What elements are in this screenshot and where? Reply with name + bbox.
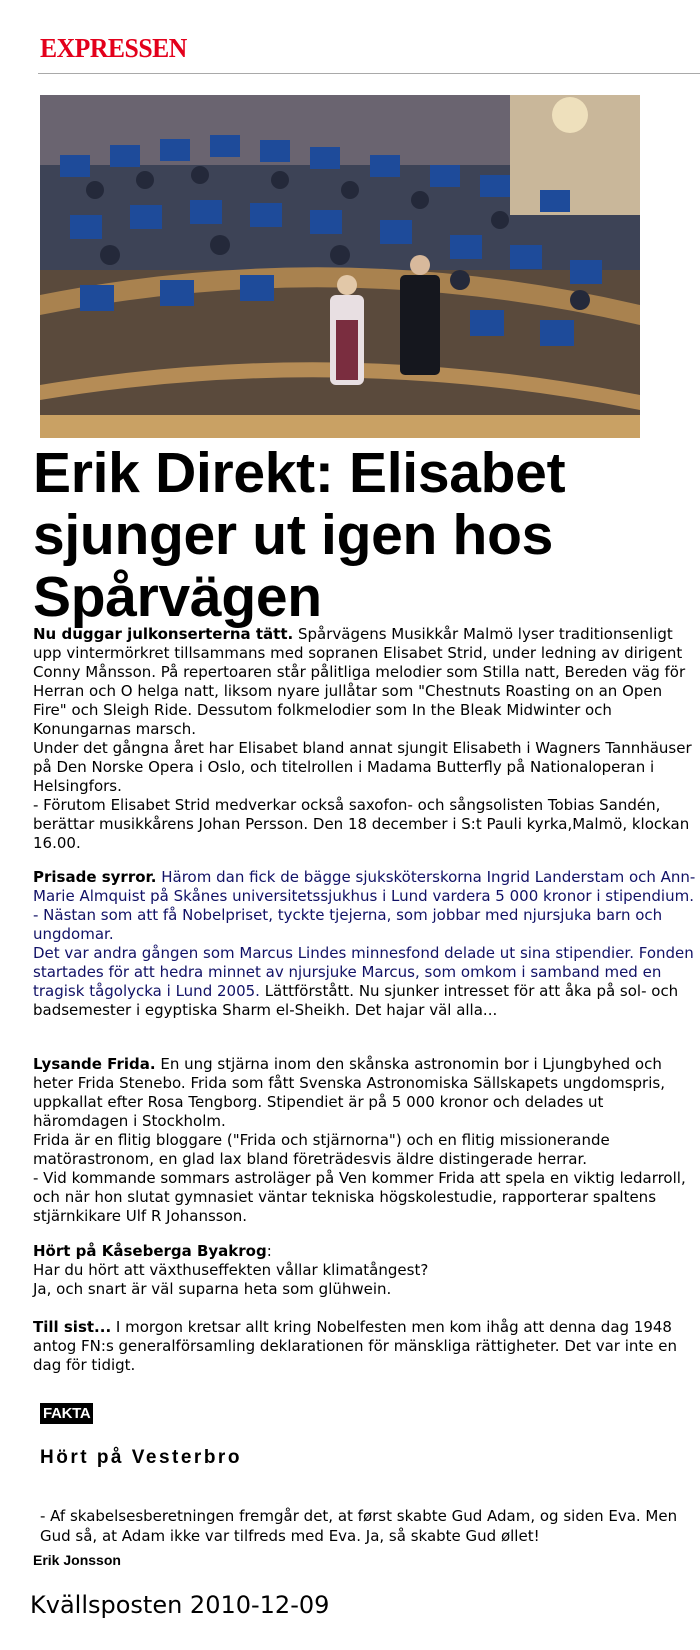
fakta-title: Hört på Vesterbro	[40, 1447, 242, 1468]
section-lead: Lysande Frida.	[33, 1055, 156, 1073]
section-text: Ja, och snart är väl suparna heta som glühwein.	[33, 1280, 392, 1298]
section-text: :	[266, 1242, 272, 1260]
section-lead: Nu duggar julkonserterna tätt.	[33, 625, 294, 643]
section-lead: Hört på Kåseberga Byakrog	[33, 1242, 267, 1260]
section-prisade-syrror	[33, 868, 697, 1020]
section-text: Har du hört att växthuseffekten vållar klimatångest?	[33, 1261, 429, 1279]
section-text: Det var andra gången som Marcus Lindes minnesfond delade ut sina stipendier. Fonden startades för att hedra minnet av njursjuke Marcus, som omkom i samband med en tragisk tågolycka i Lund 2005.	[33, 944, 694, 1000]
byline: Erik Jonsson	[33, 1552, 121, 1568]
article-photo	[40, 95, 640, 438]
headline: Erik Direkt: Elisabet sjunger ut igen hos Spårvägen	[33, 441, 566, 629]
section-text: I morgon kretsar allt kring Nobelfesten men kom ihåg att denna dag 1948 antog FN:s generalförsamling deklarationen för mänskliga rättigheter. Det var inte en dag för tidigt.	[33, 1318, 678, 1374]
section-text: - Vid kommande sommars astroläger på Ven kommer Frida att spela en viktig ledarroll, och när hon slutat gymnasiet väntar tekniska högskolestudie, rapporterar spaltens stjärnkikare Ulf R Johansson.	[33, 1169, 686, 1225]
source-line: Kvällsposten 2010-12-09	[30, 1591, 330, 1619]
fakta-body: - Af skabelsesberetningen fremgår det, at først skabte Gud Adam, og siden Eva. Men Gud så, at Adam ikke var tilfreds med Eva. Ja, så skabte Gud øllet!	[40, 1507, 678, 1545]
section-text: - Förutom Elisabet Strid medverkar också saxofon- och sångsolisten Tobias Sandén, berättar musikkårens Johan Persson. Den 18 december i S:t Pauli kyrka,Malmö, klockan 16.00.	[33, 796, 690, 852]
section-text: En ung stjärna inom den skånska astronomin bor i Ljungbyhed och heter Frida Stenebo. Frida som fått Svenska Astronomiska Sällskapets ungdomspris, uppkallat efter Rosa Tengborg. Stipendiet är på 5 000 kronor och delades ut häromdagen i Stockholm.	[33, 1055, 665, 1130]
header-divider	[38, 73, 700, 74]
section-text: Frida är en flitig bloggare ("Frida och stjärnorna") och en flitig missionerande matörastronom, en glad lax bland företrädesvis äldre distingerade herrar.	[33, 1131, 610, 1168]
section-text: Under det gångna året har Elisabet bland annat sjungit Elisabeth i Wagners Tannhäuser på Den Norske Opera i Oslo, och titelrollen i Madama Butterfly på Nationaloperan i Helsingfors.	[33, 739, 692, 795]
section-kaseberga	[33, 1242, 697, 1299]
section-julkonserter	[33, 625, 697, 853]
brass-band-photo	[40, 95, 640, 438]
section-lead: Prisade syrror.	[33, 868, 157, 886]
section-lysande-frida	[33, 1055, 697, 1226]
section-text: - Nästan som att få Nobelpriset, tyckte tjejerna, som jobbar med njursjuka barn och ungdomar.	[33, 906, 663, 943]
section-till-sist	[33, 1318, 697, 1375]
fakta-badge: FAKTA	[40, 1403, 93, 1424]
section-text: Härom dan fick de bägge sjuksköterskorna Ingrid Landerstam och Ann-Marie Almquist på Skånes universitetssjukhus i Lund vardera 5 000 kronor i stipendium.	[33, 868, 696, 905]
section-lead: Till sist...	[33, 1318, 112, 1336]
section-text: Spårvägens Musikkår Malmö lyser traditionsenligt upp vintermörkret tillsammans med sopranen Elisabet Strid, under ledning av dirigent Conny Månsson. På repertoaren står pålitliga melodier som Stilla natt, Bereden väg för Herran och O helga natt, liksom nyare jullåtar som "Chestnuts Roasting on an Open Fire" och Sleigh Ride. Dessutom folkmelodier som In the Bleak Midwinter och Konungarnas marsch.	[33, 625, 686, 738]
expressen-logo: EXPRESSEN	[40, 33, 187, 63]
section-text: Lättförstått. Nu sjunker intresset för att åka på sol- och badsemester i egyptiska Sharm el-Sheikh. Det hajar väl alla...	[33, 982, 679, 1019]
